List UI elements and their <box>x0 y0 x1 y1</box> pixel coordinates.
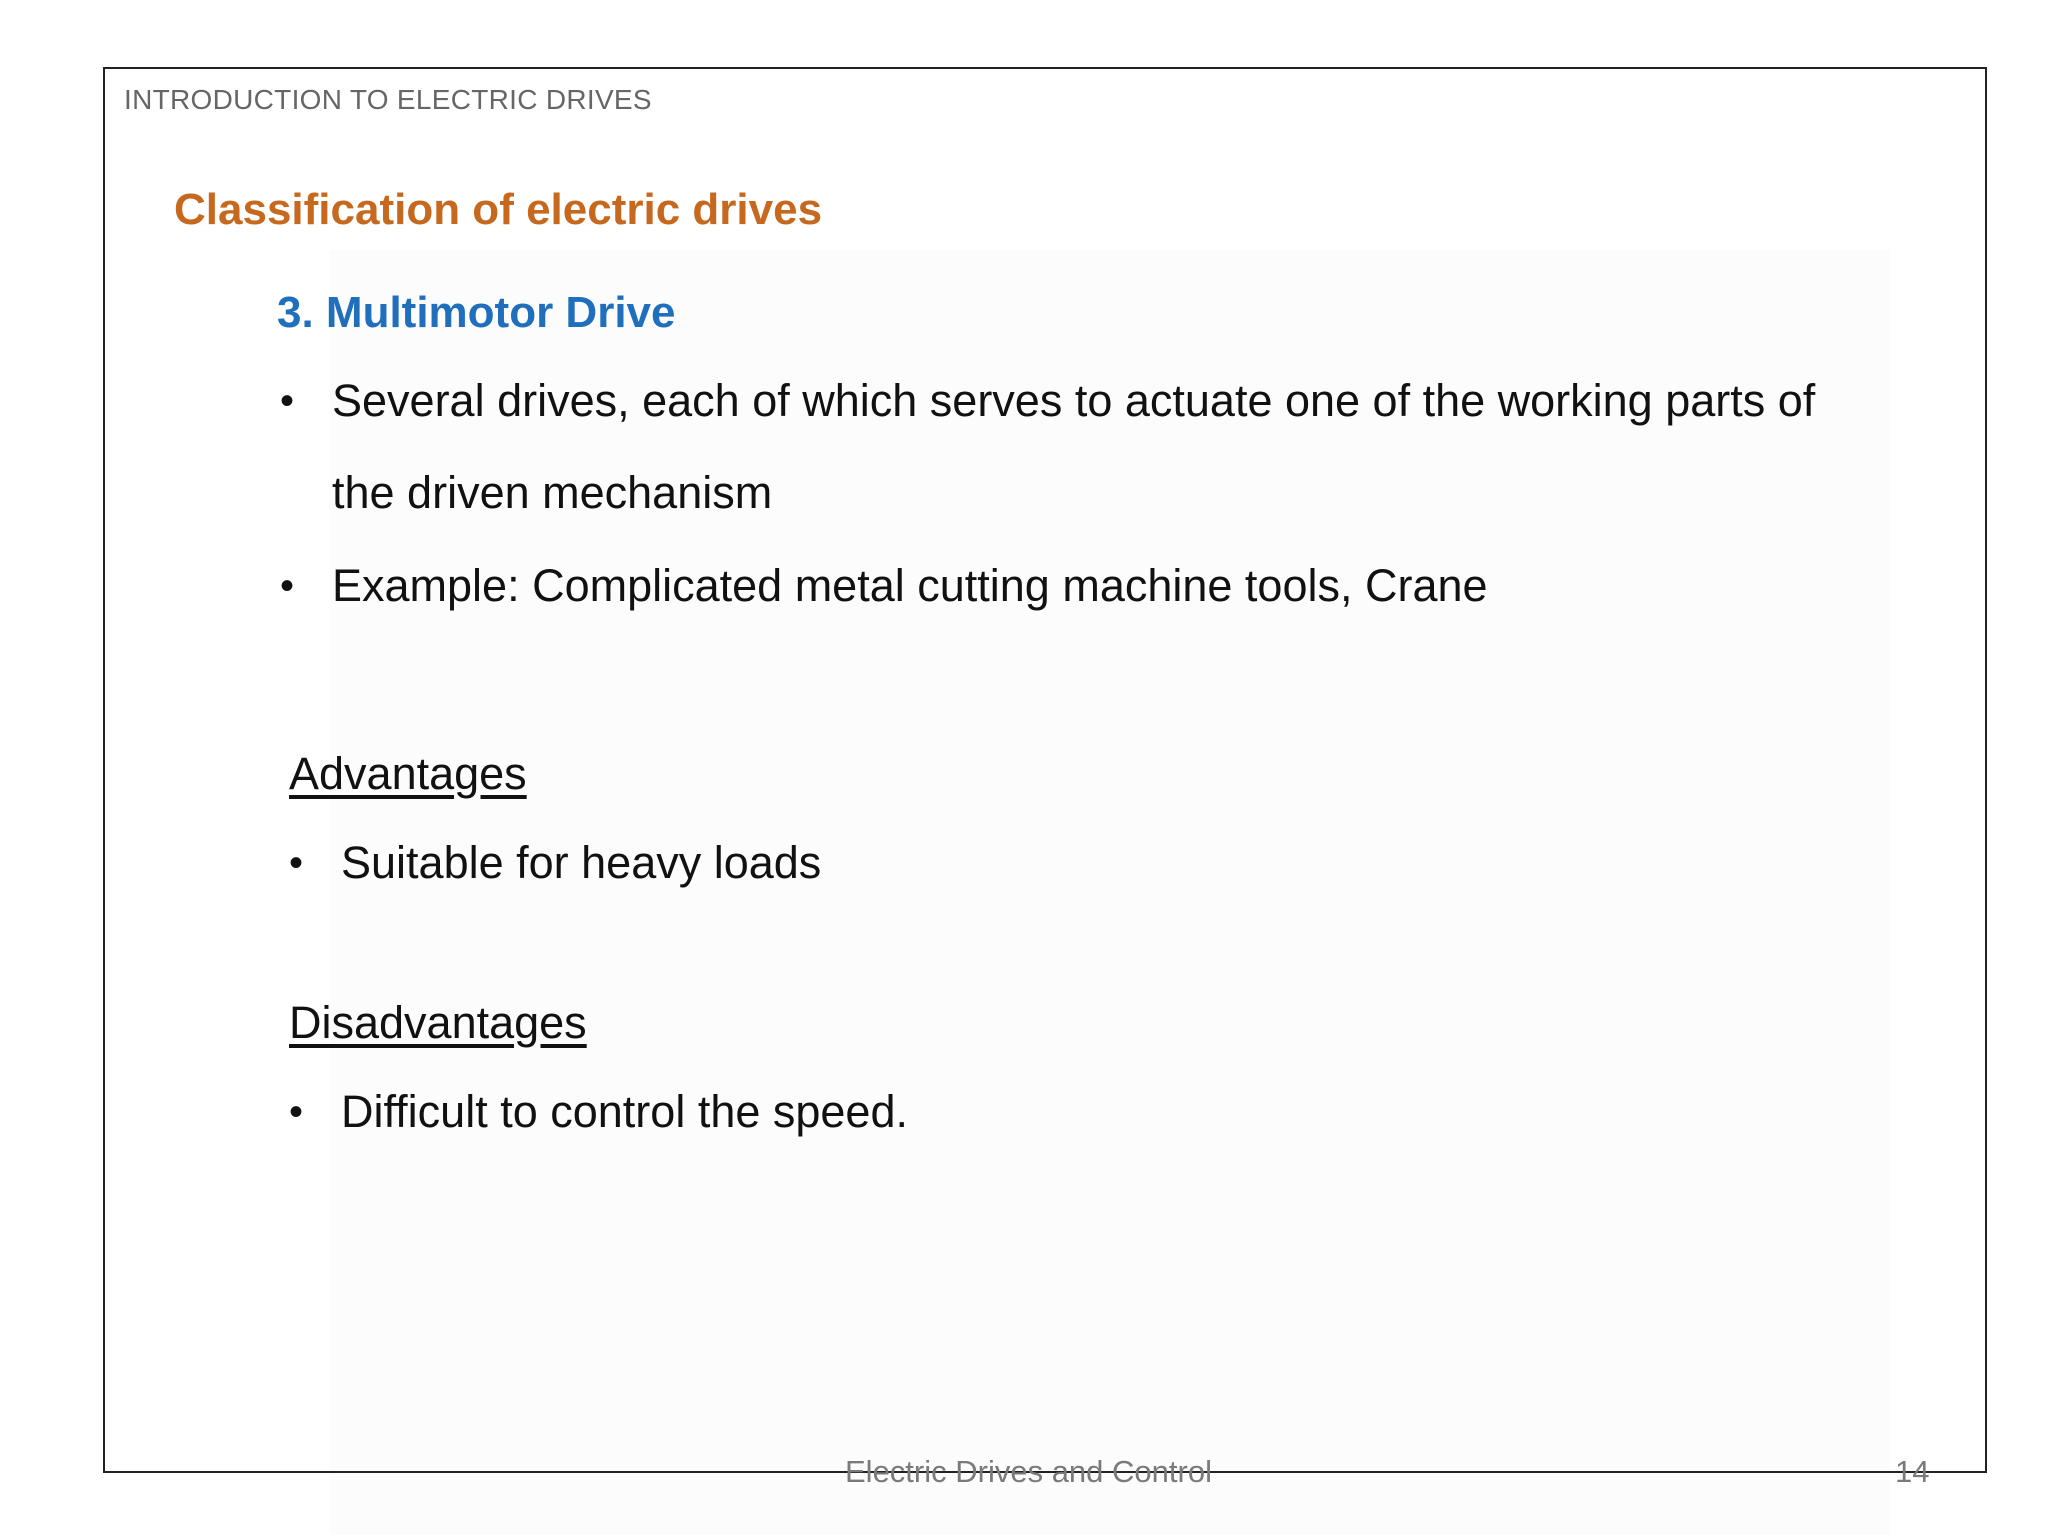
advantage-item <box>289 817 1689 909</box>
advantage-text: Suitable for heavy loads <box>341 837 822 888</box>
bullet-text: Example: Complicated metal cutting machine tools, Crane <box>332 560 1488 611</box>
disadvantage-item <box>289 1066 1689 1158</box>
page-number: 14 <box>1895 1454 1930 1489</box>
bullet-item-example <box>280 540 1860 632</box>
bullet-marker: • <box>280 379 295 423</box>
disadvantages-heading: Disadvantages <box>289 997 587 1048</box>
bullet-marker: • <box>289 1090 304 1134</box>
disadvantage-text: Difficult to control the speed. <box>341 1086 908 1137</box>
footer-title: Electric Drives and Control <box>845 1454 1212 1489</box>
advantages-heading: Advantages <box>289 748 527 799</box>
bullet-text: Several drives, each of which serves to actuate one of the working parts of the driven mechanism <box>332 375 1816 518</box>
bullet-item-description <box>280 355 1860 539</box>
bullet-marker: • <box>289 841 304 885</box>
section-title: Classification of electric drives <box>174 185 823 234</box>
slide-header: INTRODUCTION TO ELECTRIC DRIVES <box>124 84 652 115</box>
subsection-title: 3. Multimotor Drive <box>277 288 676 337</box>
bullet-marker: • <box>280 564 295 608</box>
